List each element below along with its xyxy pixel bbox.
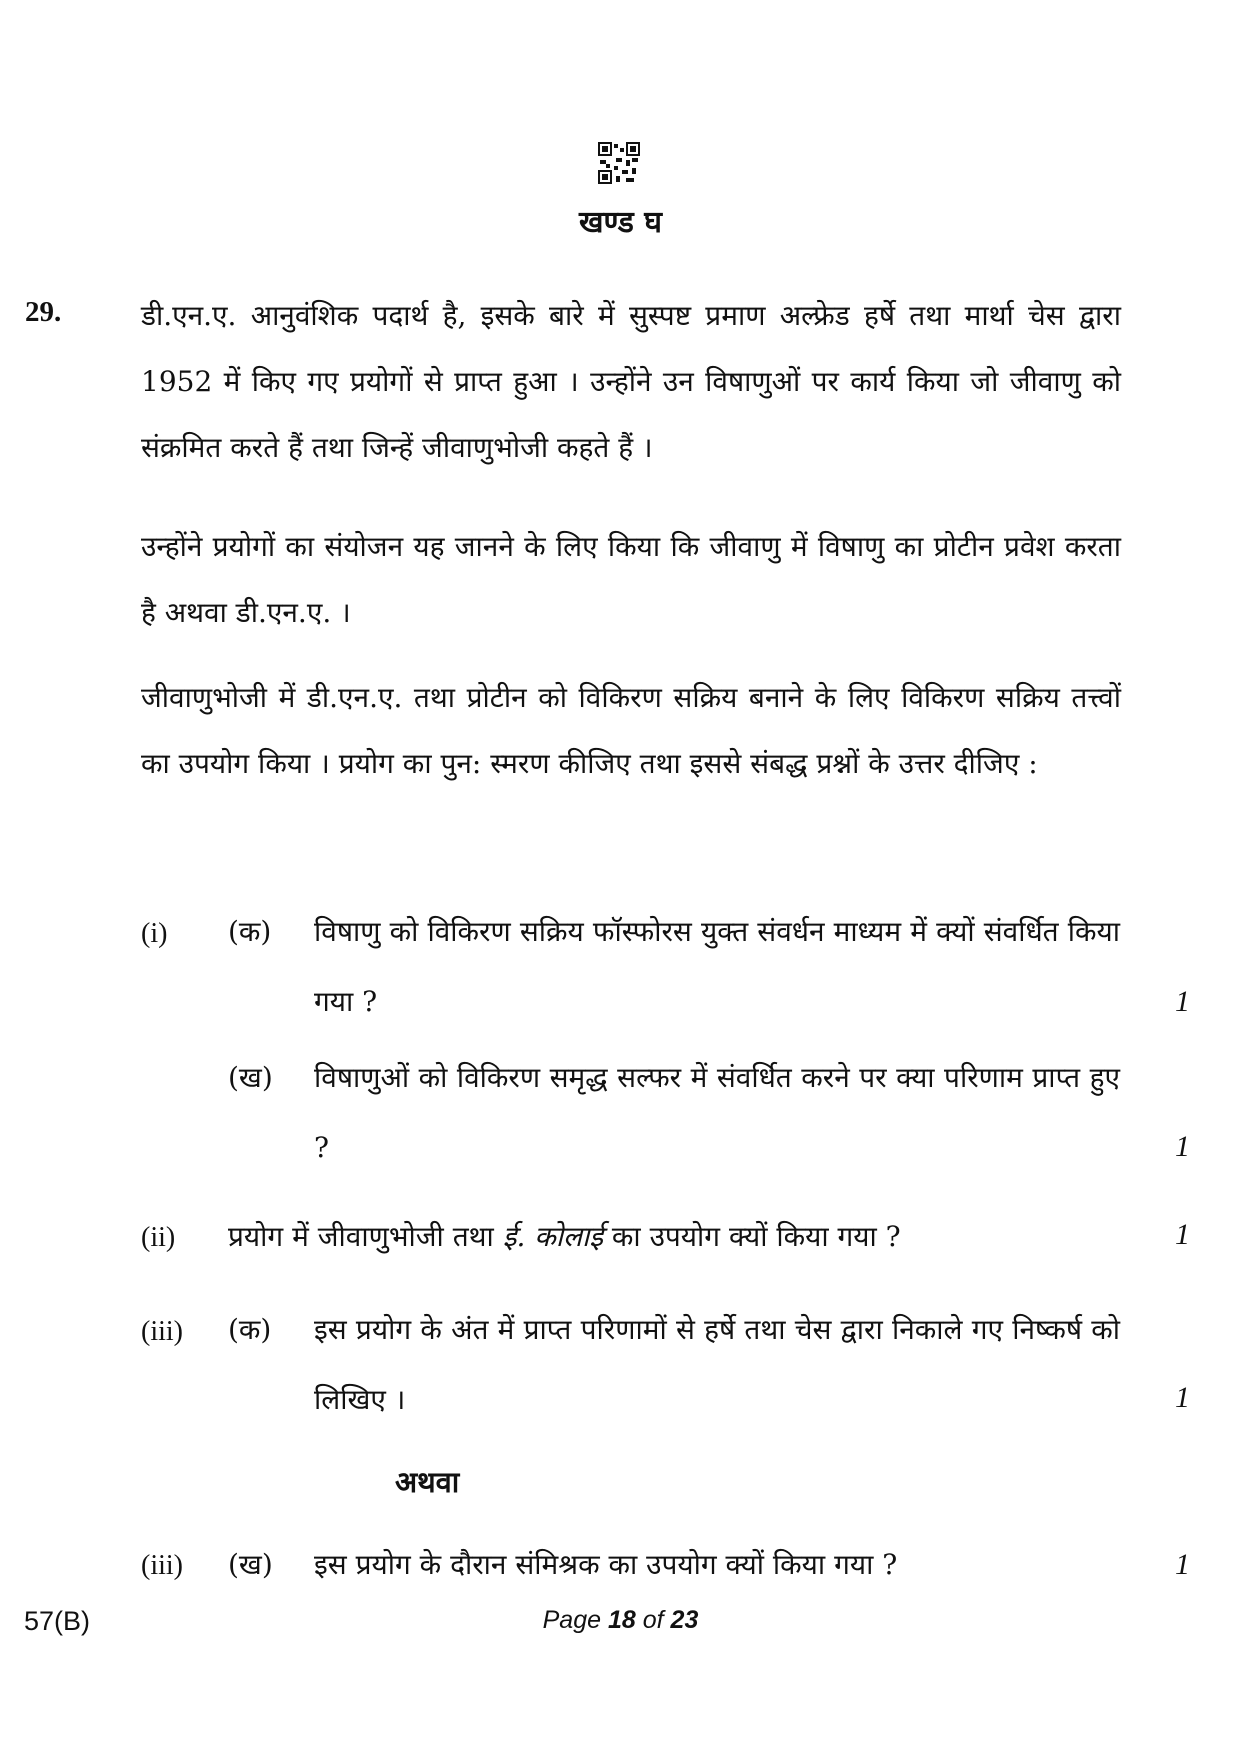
- page-total: 23: [670, 1606, 699, 1634]
- part-iii-b-sub: (ख): [228, 1548, 273, 1581]
- part-i-label: (i): [141, 918, 168, 949]
- part-i-b-marks: 1: [1175, 1130, 1190, 1163]
- part-iii-a-marks: 1: [1175, 1381, 1190, 1414]
- part-iii-b-label: (iii): [141, 1550, 183, 1581]
- section-title: खण्ड घ: [578, 205, 662, 240]
- part-i-b-text: विषाणुओं को विकिरण समृद्ध सल्फर में संवर्धित करने पर क्या परिणाम प्राप्त हुए ?: [314, 1061, 1120, 1164]
- question-paragraph-2: उन्होंने प्रयोगों का संयोजन यह जानने के लिए किया कि जीवाणु में विषाणु का प्रोटीन प्रवेश करता है अथवा डी.एन.ए. ।: [141, 530, 1121, 629]
- part-iii-a-text: इस प्रयोग के अंत में प्राप्त परिणामों से हर्षे तथा चेस द्वारा निकाले गए निष्कर्ष को लिखिए ।: [314, 1313, 1120, 1416]
- part-iii-a-label: (iii): [141, 1316, 183, 1347]
- page-word: Page: [542, 1606, 602, 1634]
- page-of: of: [642, 1606, 664, 1634]
- or-label: अथवा: [395, 1465, 460, 1499]
- part-ii-text: [228, 1217, 901, 1255]
- part-i-a-marks: 1: [1175, 985, 1190, 1018]
- question-paragraph-3: जीवाणुभोजी में डी.एन.ए. तथा प्रोटीन को विकिरण सक्रिय बनाने के लिए विकिरण सक्रिय तत्त्वों का उपयोग किया । प्रयोग का पुन: स्मरण कीजिए तथा इससे संबद्ध प्रश्नों के उत्तर दीजिए :: [141, 681, 1121, 780]
- part-ii-text-after: का उपयोग क्यों किया गया ?: [611, 1220, 901, 1253]
- part-iii-b-text: इस प्रयोग के दौरान संमिश्रक का उपयोग क्यों किया गया ?: [314, 1548, 898, 1581]
- qr-code-icon: [598, 142, 640, 184]
- part-i-a-label: (क): [228, 915, 272, 948]
- part-ii-text-italic: ई. कोलाई: [502, 1220, 603, 1253]
- part-i-a-text: विषाणु को विकिरण सक्रिय फॉस्फोरस युक्त संवर्धन माध्यम में क्यों संवर्धित किया गया ?: [314, 915, 1120, 1018]
- part-ii-text-before: प्रयोग में जीवाणुभोजी तथा: [228, 1220, 494, 1253]
- page-current: 18: [607, 1606, 636, 1634]
- part-ii-marks: 1: [1175, 1218, 1190, 1251]
- question-paragraph-1: डी.एन.ए. आनुवंशिक पदार्थ है, इसके बारे में सुस्पष्ट प्रमाण अल्फ्रेड हर्षे तथा मार्था चेस द्वारा 1952 में किए गए प्रयोगों से प्राप्त हुआ । उन्होंने उन विषाणुओं पर कार्य किया जो जीवाणु को संक्रमित करते हैं तथा जिन्हें जीवाणुभोजी कहते हैं ।: [141, 299, 1121, 464]
- page-number: [0, 1606, 1241, 1635]
- part-ii-label: (ii): [141, 1222, 176, 1253]
- part-iii-a-sub: (क): [228, 1313, 272, 1346]
- part-iii-b-marks: 1: [1175, 1548, 1190, 1581]
- paper-code: 57(B): [24, 1606, 91, 1636]
- question-number: 29.: [25, 296, 62, 328]
- part-i-b-label: (ख): [228, 1061, 273, 1094]
